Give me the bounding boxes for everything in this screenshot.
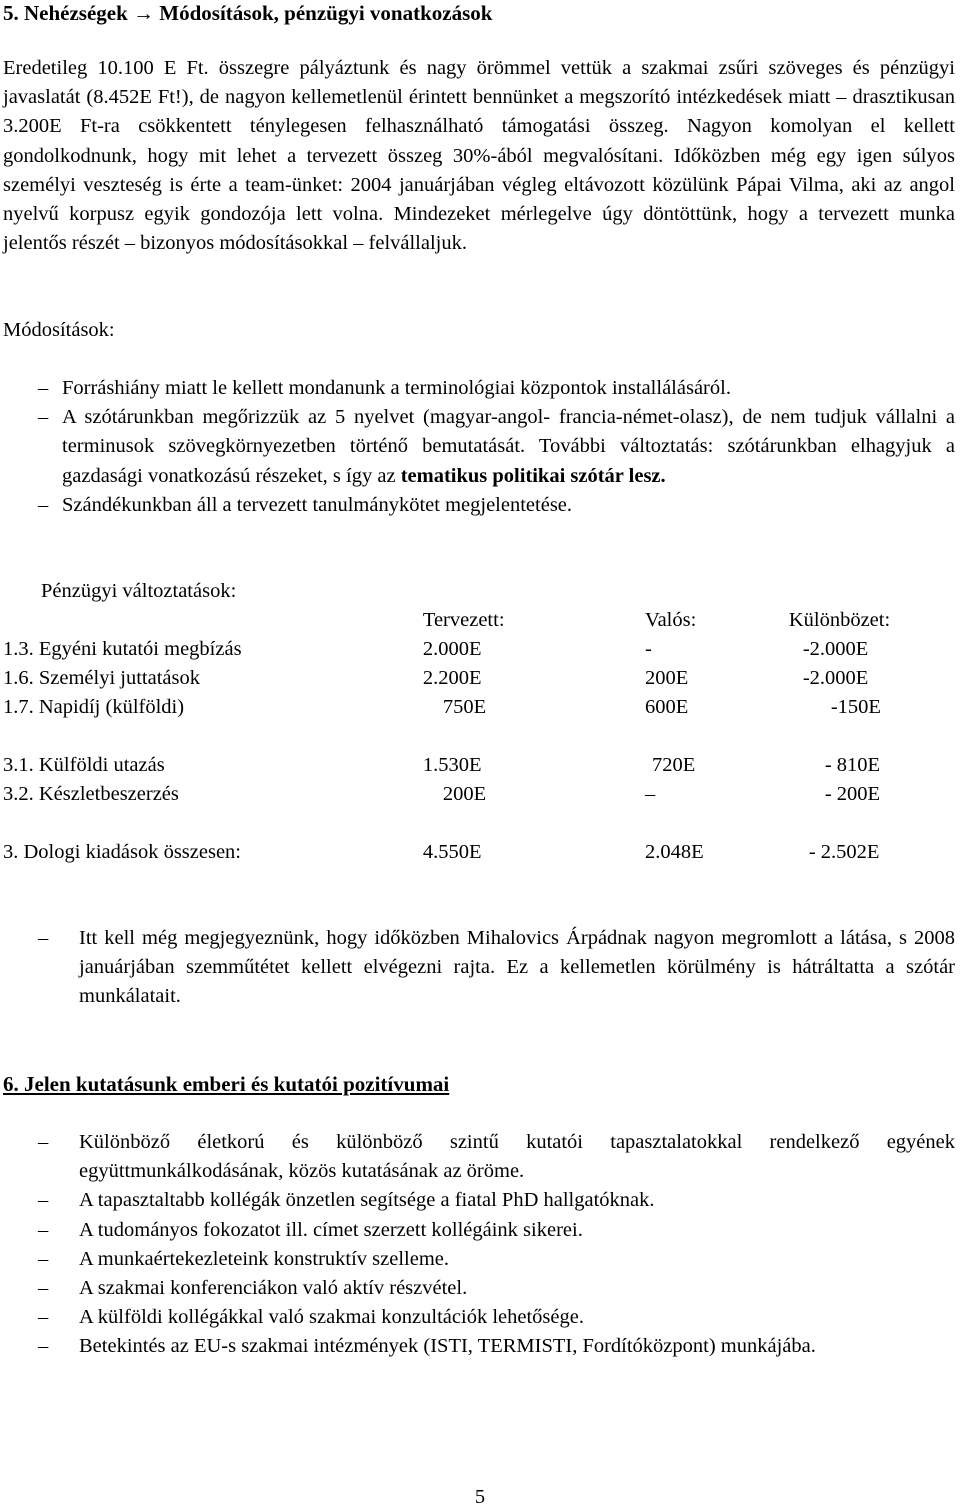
list-item	[0, 1332, 955, 1361]
table-header-row	[0, 606, 960, 635]
intro-text-a: Eredetileg 10.100 E Ft. összegre pályáztunk és nagy örömmel vettük a szakmai zsűri szöveges és pénzügyi javaslatát (8.452E Ft!), de nagyon kellemetlenül érintett bennünket a megszorító intézkedések miatt – drasztikusan 3.200E Ft-ra csökkentett ténylegesen felhasználható támogatási összeg.	[3, 57, 955, 138]
table-cell: 1.530E	[422, 754, 482, 776]
list-item	[0, 374, 955, 403]
table-row	[0, 664, 960, 693]
table-cell: - 2.502E	[808, 841, 880, 863]
table-cell: 720E	[652, 754, 696, 776]
list-item-text: A munkaértekezleteink konstruktív szelleme.	[79, 1247, 450, 1270]
table-cell: 2.000E	[422, 638, 482, 660]
dash-bullet: –	[38, 1306, 49, 1329]
table-cell: 3.1. Külföldi utazás	[3, 754, 165, 776]
list-item-text: Különböző életkorú és különböző szintű kutatói tapasztalatokkal rendelkező egyének együttmunkálkodásának, közös kutatásának az öröme.	[79, 1131, 955, 1183]
section-5-heading: 5. Nehézségek → Módosítások, pénzügyi vonatkozások	[3, 1, 493, 25]
finance-table	[0, 606, 960, 867]
dash-bullet: –	[38, 493, 49, 516]
table-cell: 600E	[645, 696, 689, 718]
list-item	[0, 403, 955, 491]
list-item-text: A szótárunkban megőrizzük az 5 nyelvet (magyar-angol- francia-német-olasz), de nem tudjuk vállalni a terminusok szövegkörnyezetben történő bemutatását. További változtatás: szótárunkban elhagyjuk a gazdasági vonatkozású részeket, s így az	[62, 406, 955, 487]
dash-bullet: –	[38, 1277, 49, 1300]
table-cell: –	[645, 783, 656, 805]
table-cell: -2.000E	[802, 667, 869, 689]
list-item-text: Forráshiány miatt le kellett mondanunk a terminológiai központok installálásáról.	[62, 377, 731, 399]
list-item-text: Szándékunkban áll a tervezett tanulmánykötet megjelentetése.	[62, 493, 573, 516]
list-item	[0, 924, 955, 1012]
modifications-list	[0, 374, 960, 520]
table-spacer-row	[0, 809, 960, 838]
intro-text-d: Mindezeket mérlegelve úgy döntöttünk, hogy a tervezett munka jelentős részét – bizonyos módosításokkal – felvállaljuk.	[3, 203, 955, 255]
table-cell: 3. Dologi kiadások összesen:	[3, 841, 241, 863]
dash-bullet: –	[38, 927, 49, 949]
list-item-text: A külföldi kollégákkal való szakmai konzultációk lehetősége.	[79, 1306, 584, 1329]
table-cell: 750E	[442, 696, 487, 718]
table-cell: 1.7. Napidíj (külföldi)	[3, 696, 185, 718]
table-header-cell	[0, 606, 423, 635]
list-item-text: A szakmai konferenciákon való aktív részvétel.	[79, 1277, 468, 1300]
dash-bullet: –	[38, 1131, 49, 1153]
positives-list	[0, 1128, 960, 1362]
list-item-text: Itt kell még megjegyeznünk, hogy időközben Mihalovics Árpádnak nagyon megromlott a látása, s 2008 januárjában szemműtétet kellett elvégezni rajta. Ez a kellemetlen körülmény is hátráltatta a szótár munkálatait.	[79, 927, 955, 1008]
table-spacer-cell	[0, 809, 960, 838]
table-cell: 2.200E	[422, 667, 482, 689]
table-header-cell: Valós:	[645, 609, 697, 631]
table-cell: 4.550E	[422, 841, 482, 863]
list-item	[0, 1186, 955, 1215]
table-cell: -150E	[830, 696, 881, 718]
list-item	[0, 1303, 955, 1332]
table-header-cell: Különbözet:	[788, 609, 891, 631]
table-cell: 2.048E	[645, 841, 704, 863]
list-item	[0, 1245, 955, 1274]
table-cell: -	[645, 638, 652, 660]
table-cell: - 200E	[824, 783, 881, 805]
table-cell: 3.2. Készletbeszerzés	[3, 783, 179, 805]
table-spacer-row	[0, 722, 960, 751]
dash-bullet: –	[38, 406, 49, 429]
table-row	[0, 780, 960, 809]
table-cell: 200E	[645, 667, 689, 689]
list-item	[0, 491, 955, 520]
finance-label: Pénzügyi változtatások:	[41, 580, 237, 602]
list-item-text: Betekintés az EU-s szakmai intézmények (ISTI, TERMISTI, Fordítóközpont) munkájába.	[79, 1335, 816, 1358]
table-header-cell: Tervezett:	[422, 609, 505, 631]
dash-bullet: –	[38, 1335, 49, 1358]
dash-bullet: –	[38, 1218, 49, 1241]
table-cell: - 810E	[824, 754, 881, 776]
table-cell: 200E	[442, 783, 487, 805]
list-item	[0, 1216, 955, 1245]
list-item-text: A tapasztaltabb kollégák önzetlen segítsége a fiatal PhD hallgatóknak.	[79, 1189, 655, 1212]
section-5-intro-paragraph	[3, 54, 955, 258]
list-item	[0, 1128, 955, 1186]
table-spacer-cell	[0, 722, 960, 751]
intro-text-c: Időközben még egy igen súlyos személyi veszteség is érte a team-ünket: 2004 januárjában végleg eltávozott közülünk Pápai Vilma, aki az angol nyelvű korpusz egyik gondozója lett volna.	[3, 144, 955, 226]
list-item	[0, 1274, 955, 1303]
list-item-text: A tudományos fokozatot ill. címet szerzett kollégáink sikerei.	[79, 1218, 583, 1241]
list-item-bold-text: tematikus politikai szótár lesz.	[400, 464, 666, 487]
table-cell: -2.000E	[802, 638, 869, 660]
intro-text-b: Nagyon komolyan el kellett gondolkodnunk, hogy mit lehet a tervezett összeg 30%-ából megvalósítani.	[3, 115, 955, 167]
dash-bullet: –	[38, 1247, 49, 1270]
table-row	[0, 751, 960, 780]
table-row	[0, 838, 960, 867]
dash-bullet: –	[38, 1189, 49, 1212]
table-row	[0, 635, 960, 664]
page-number: 5	[474, 1486, 486, 1508]
table-cell: 1.6. Személyi juttatások	[3, 667, 200, 689]
dash-bullet: –	[38, 377, 49, 399]
section-6-heading: 6. Jelen kutatásunk emberi és kutatói pozitívumai	[3, 1072, 450, 1096]
table-cell: 1.3. Egyéni kutatói megbízás	[3, 638, 242, 660]
modifications-label: Módosítások:	[3, 319, 115, 341]
note-list	[0, 924, 960, 1012]
table-row	[0, 693, 960, 722]
